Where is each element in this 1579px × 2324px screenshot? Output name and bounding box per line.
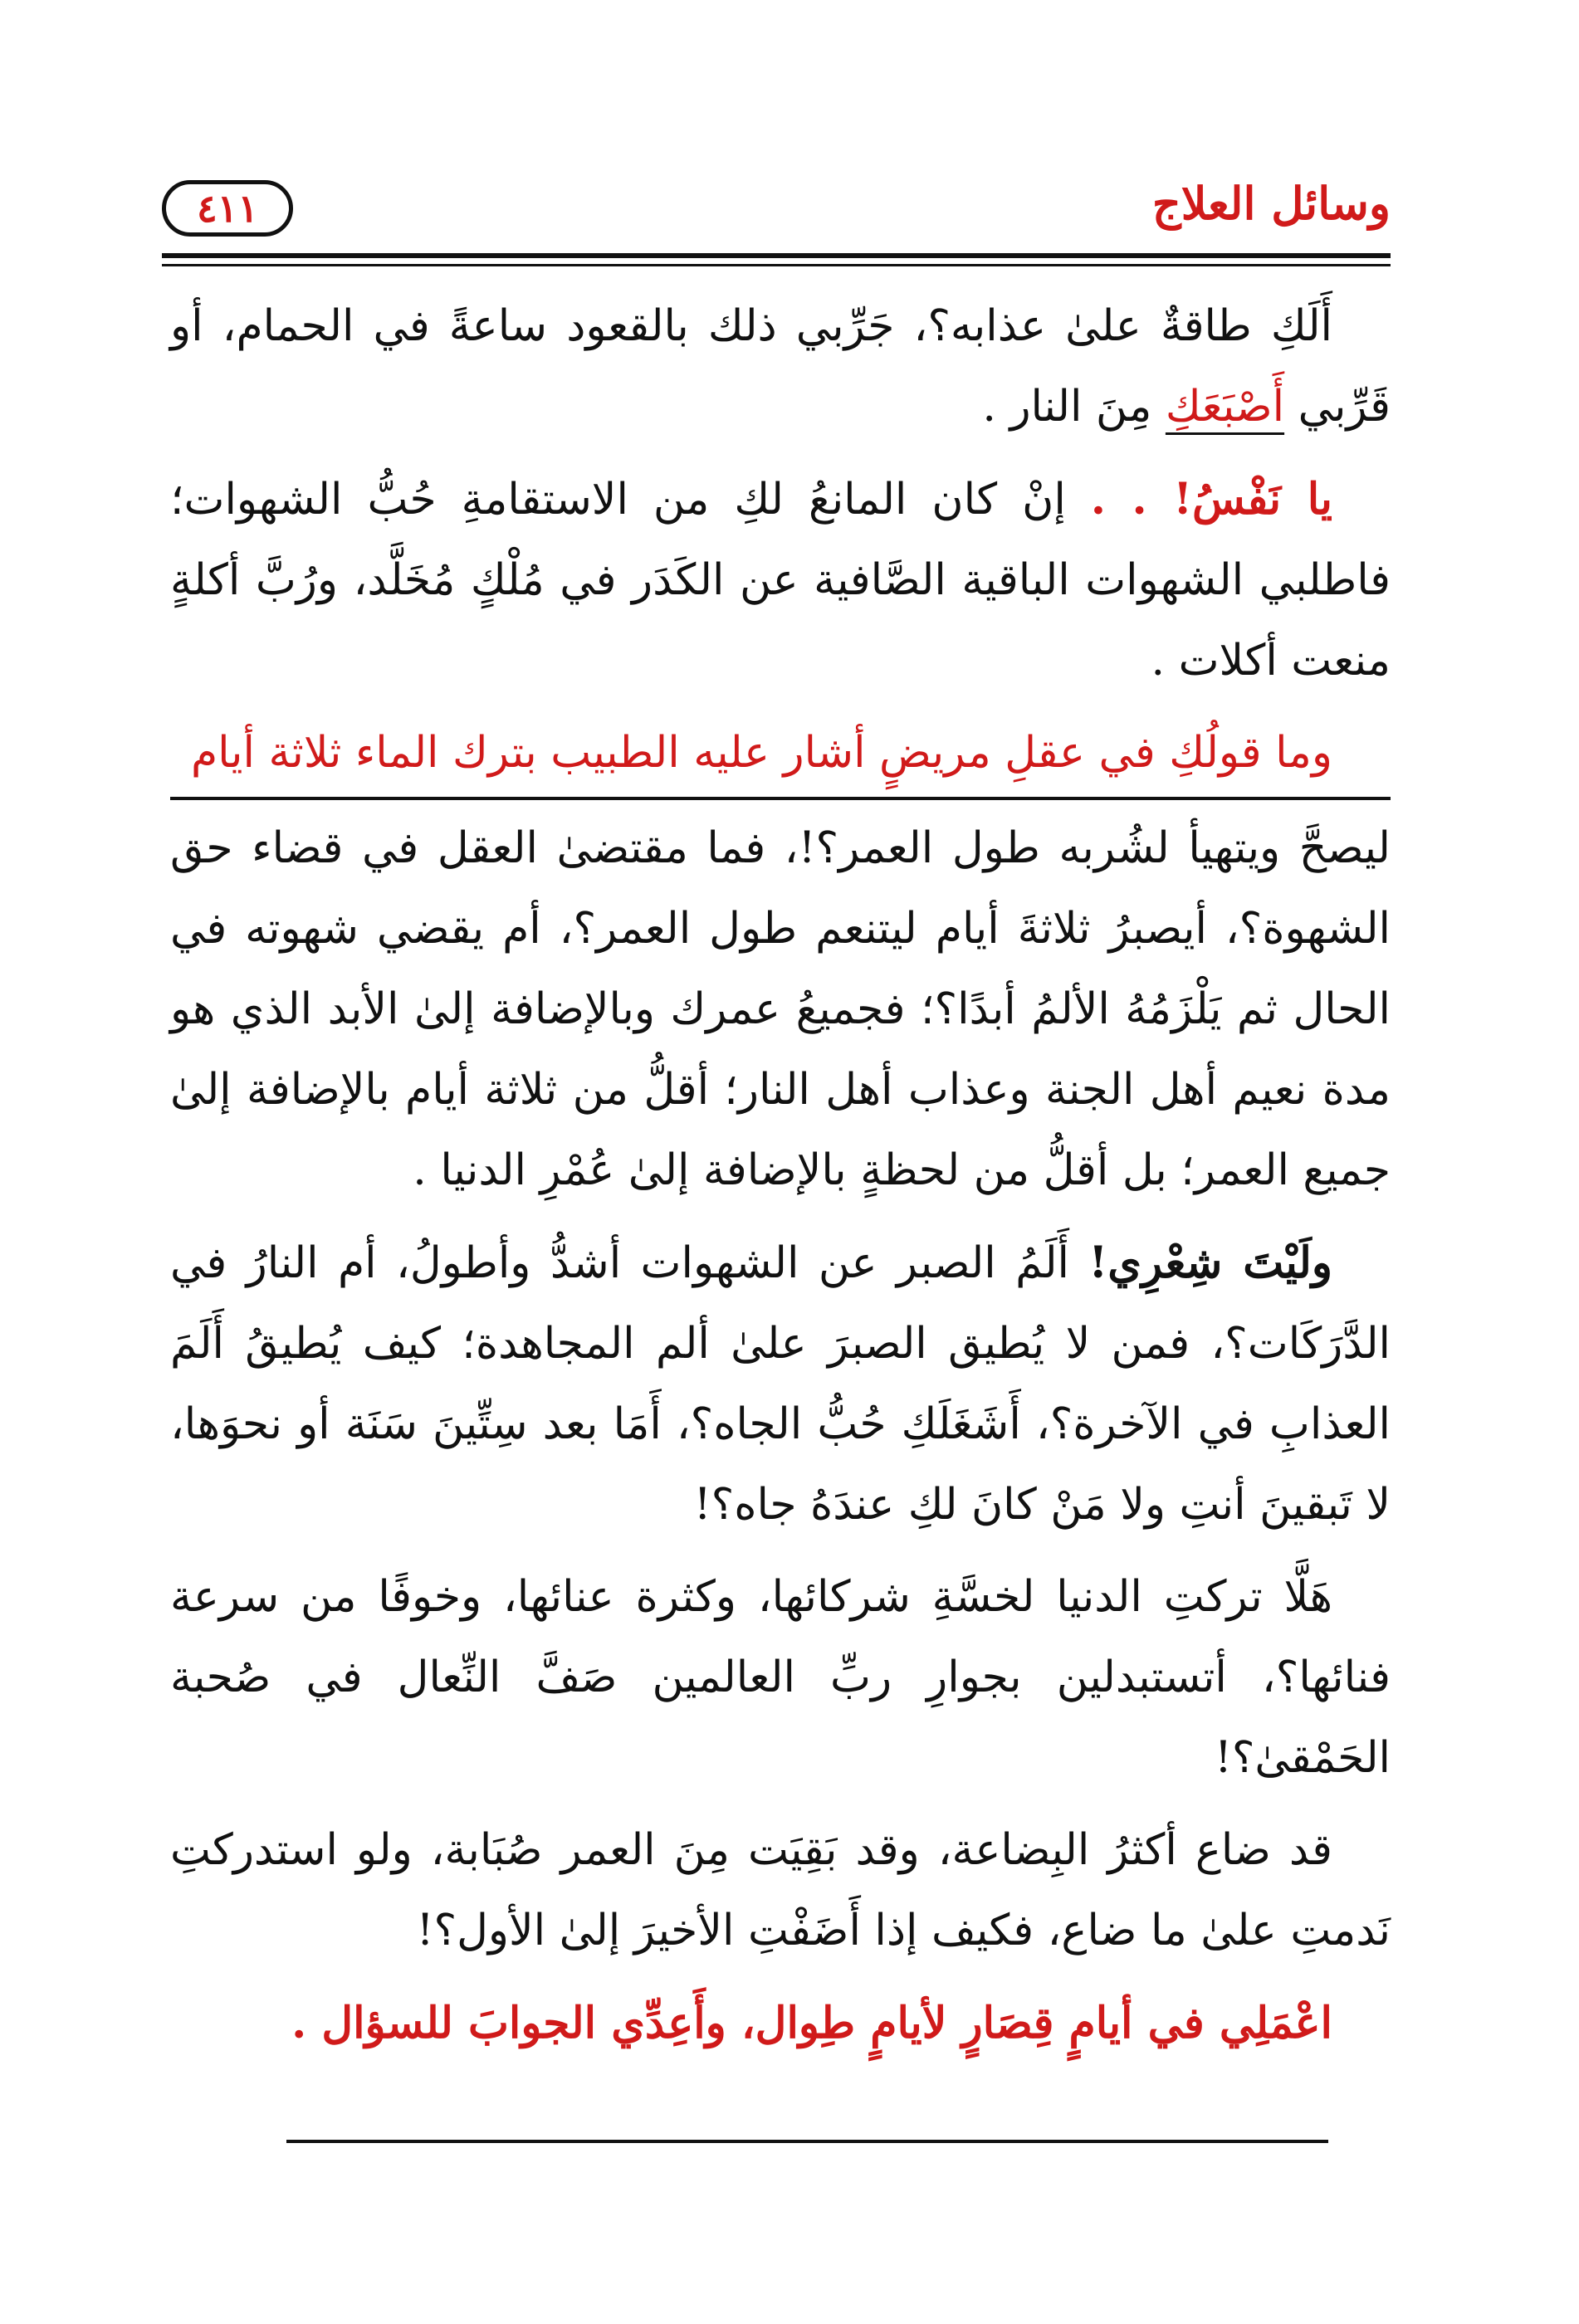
paragraph-2 bbox=[170, 459, 1391, 701]
page-number: ٤١١ bbox=[162, 180, 293, 237]
paragraph-4-lead: ولَيْتَ شِعْرِي! bbox=[1088, 1238, 1332, 1288]
paragraph-1 bbox=[170, 286, 1391, 447]
paragraph-3: ليصحَّ ويتهيأ لشُربه طول العمر؟!، فما مقتضىٰ العقل في قضاء حق الشهوة؟، أيصبرُ ثلاثةَ أيام ليتنعم طول العمر؟، أم يقضي شهوته في الحال ثم يَلْزَمُهُ الألمُ أبدًا؟؛ فجميعُ عمرك وبالإضافة إلىٰ الأبد الذي هو مدة نعيم أهل الجنة وعذاب أهل النار؛ أقلُّ من ثلاثة أيام بالإضافة إلىٰ جميع العمر؛ بل أقلُّ من لحظةٍ بالإضافة إلىٰ عُمْرِ الدنيا . bbox=[170, 823, 1391, 1195]
body-text bbox=[170, 286, 1391, 2075]
paragraph-4 bbox=[170, 1223, 1391, 1545]
closing-line: اعْمَلِي في أيامٍ قِصَارٍ لأيامٍ طِوال، وأَعِدِّي الجوابَ للسؤال . bbox=[291, 1998, 1332, 2048]
header-rule-thick bbox=[162, 253, 1391, 258]
footer-rule bbox=[286, 2140, 1328, 2143]
highlighted-word: أَصْبَعَكِ bbox=[1165, 382, 1285, 432]
paragraph-1-end: مِنَ النار . bbox=[982, 382, 1166, 432]
paragraph-5: هَلَّا تركتِ الدنيا لخسَّةِ شركائها، وكثرة عنائها، وخوفًا من سرعة فنائها؟، أتستبدلين بجوارِ ربِّ العالمين صَفَّ النِّعال في صُحبة الحَمْقىٰ؟! bbox=[170, 1572, 1391, 1783]
paragraph-4-text: أَلَمُ الصبر عن الشهوات أشدُّ وأطولُ، أم النارُ في الدَّرَكَات؟، فمن لا يُطيق الصبرَ علىٰ ألم المجاهدة؛ كيف يُطيقُ أَلَمَ العذابِ في الآخرة؟، أَشَغَلَكِ حُبُّ الجاه؟، أَمَا بعد سِتِّينَ سَنَة أو نحوَها، لا تَبقينَ أنتِ ولا مَنْ كانَ لكِ عندَهُ جاه؟! bbox=[170, 1238, 1391, 1530]
paragraph-2-text: إنْ كان المانعُ لكِ من الاستقامةِ حُبُّ الشهوات؛ فاطلبي الشهوات الباقية الصَّافية عن الكَدَر في مُلْكٍ مُخَلَّد، ورُبَّ أكلةٍ منعت أكلات . bbox=[170, 475, 1391, 686]
header-rule-thin bbox=[162, 264, 1391, 266]
running-title: وسائل العلاج bbox=[1151, 177, 1391, 230]
paragraph-1-text: أَلَكِ طاقةٌ علىٰ عذابه؟، جَرِّبي ذلك بالقعود ساعةً في الحمام، أو قَرِّبي bbox=[170, 301, 1391, 432]
paragraph-2-lead: يا نَفْسُ! . . bbox=[1090, 474, 1333, 525]
paragraph-6: قد ضاع أكثرُ البِضاعة، وقد بَقِيَت مِنَ العمر صُبَابة، ولو استدركتِ نَدمتِ علىٰ ما ضاع، فكيف إذا أَضَفْتِ الأخيرَ إلىٰ الأول؟! bbox=[170, 1825, 1391, 1955]
section-heading: وما قولُكِ في عقلِ مريضٍ أشار عليه الطبيب بترك الماء ثلاثة أيام bbox=[170, 713, 1391, 800]
page-header bbox=[162, 170, 1391, 245]
